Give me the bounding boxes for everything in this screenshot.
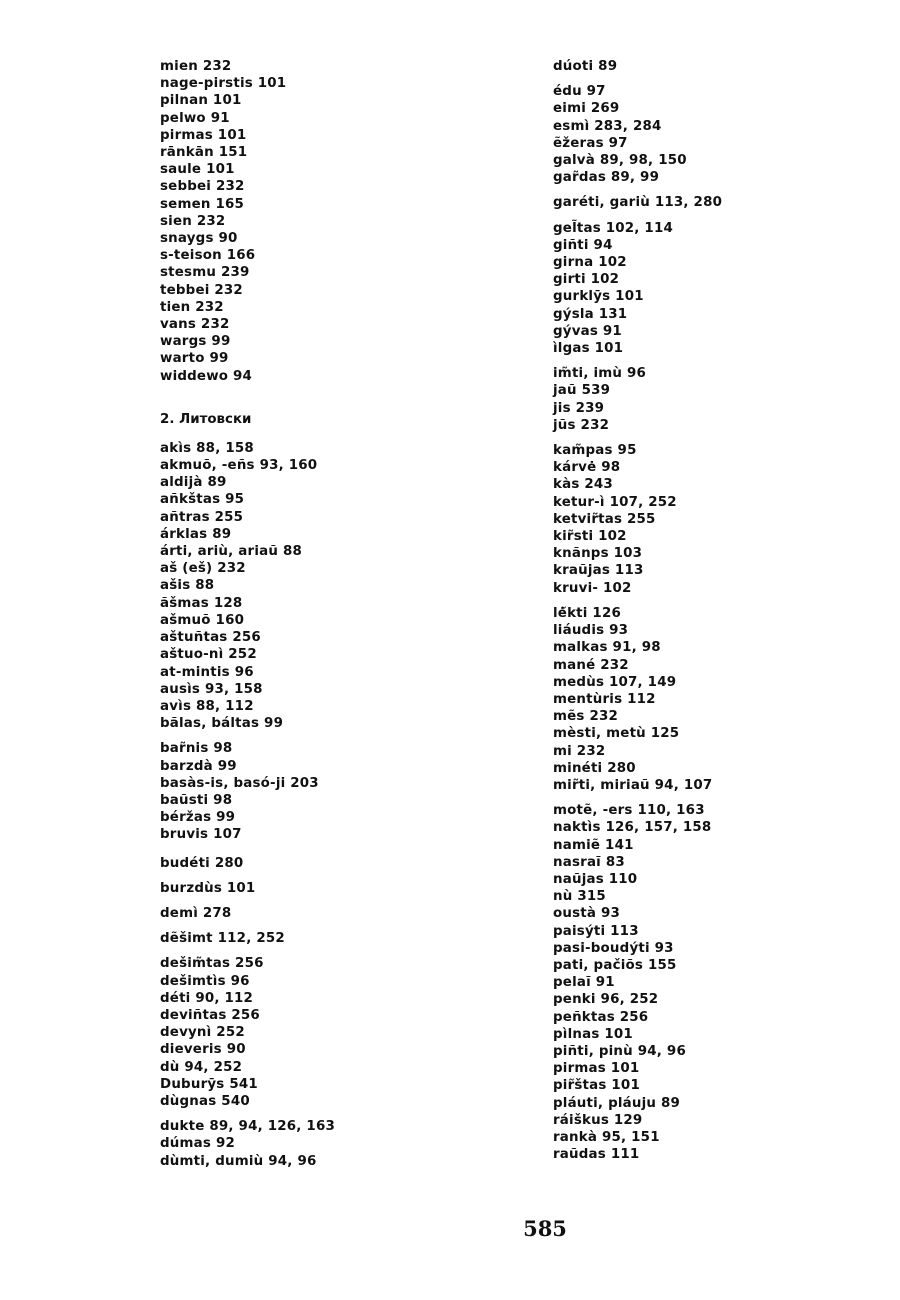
index-entry: ráiškus 129 (553, 1112, 643, 1128)
index-entry: aštuo-nì 252 (160, 647, 257, 663)
index-entry: nasraĩ 83 (553, 854, 625, 870)
index-entry: aldijà 89 (160, 475, 227, 491)
index-entry: dúoti 89 (553, 59, 618, 74)
index-entry: deviñtas 256 (160, 1007, 260, 1023)
index-entry: malkas 91, 98 (553, 640, 661, 656)
index-entry: mentùris 112 (553, 691, 656, 707)
index-entry: oustà 93 (553, 906, 621, 922)
index-entry: pirmas 101 (160, 127, 247, 143)
index-entry: giñti 94 (553, 237, 613, 253)
index-entry: béržas 99 (160, 810, 236, 826)
index-entry: kir̃sti 102 (553, 529, 627, 545)
index-entry: raũdas 111 (553, 1147, 640, 1163)
index-entry: girna 102 (553, 255, 627, 271)
index-entry: snaygs 90 (160, 231, 238, 247)
index-entry: tebbei 232 (160, 282, 243, 298)
index-entry: saule 101 (160, 162, 235, 178)
index-entry: ašis 88 (160, 578, 215, 594)
index-entry: mẽs 232 (553, 709, 619, 725)
index-entry: ašmuõ 160 (160, 612, 245, 628)
index-entry: s-teison 166 (160, 248, 256, 264)
index-entry: namiẽ 141 (553, 837, 634, 853)
index-entry: stesmu 239 (160, 265, 250, 281)
index-entry: dešim̃tas 256 (160, 956, 264, 972)
index-entry: mir̃ti, miriaũ 94, 107 (553, 777, 713, 793)
index-entry: at-mintis 96 (160, 664, 254, 680)
index-entry: im̃ti, imù 96 (553, 366, 647, 382)
index-entry: pláuti, pláuju 89 (553, 1095, 681, 1111)
index-entry: lė̃kti 126 (553, 605, 621, 621)
index-entry: mèsti, metù 125 (553, 726, 680, 742)
index-entry: gurklȳs 101 (553, 289, 644, 305)
index-entry: budéti 280 (160, 855, 244, 871)
index-entry: eimi 269 (553, 101, 620, 117)
index-entry: demì 278 (160, 905, 232, 921)
index-entry: widdewo 94 (160, 368, 253, 384)
index-entry: galvà 89, 98, 150 (553, 153, 687, 169)
index-entry: dieveris 90 (160, 1042, 246, 1058)
index-entry: baũsti 98 (160, 792, 233, 808)
index-entry: barzdà 99 (160, 758, 237, 774)
index-entry: aš (eš) 232 (160, 561, 246, 577)
index-entry: dukte 89, 94, 126, 163 (160, 1119, 335, 1135)
index-entry: esmì 283, 284 (553, 118, 662, 134)
index-entry: ìlgas 101 (553, 341, 624, 357)
index-entry: liáudis 93 (553, 623, 629, 639)
lithuanian-index-list (160, 440, 500, 1170)
right-column (553, 58, 873, 1163)
index-entry: mien 232 (160, 59, 232, 74)
index-entry: devynì 252 (160, 1025, 245, 1041)
index-entry: basàs-is, basó-ji 203 (160, 775, 319, 791)
index-entry: sien 232 (160, 213, 226, 229)
index-entry: rankà 95, 151 (553, 1129, 660, 1145)
index-entry: kam̃pas 95 (553, 443, 637, 459)
index-entry: ketur-ì 107, 252 (553, 494, 677, 510)
index-entry: árti, ariù, ariaũ 88 (160, 544, 302, 560)
index-entry: piñti, pinù 94, 96 (553, 1043, 686, 1059)
index-entry: pilnan 101 (160, 93, 242, 109)
index-entry: sebbei 232 (160, 179, 245, 195)
index-entry: warto 99 (160, 351, 229, 367)
index-entry: pìlnas 101 (553, 1026, 633, 1042)
index-entry: rānkān 151 (160, 145, 248, 161)
index-entry: ketvir̃tas 255 (553, 511, 656, 527)
index-entry: bruvis 107 (160, 827, 242, 843)
index-entry: pirmas 101 (553, 1061, 640, 1077)
index-entry: kraũjas 113 (553, 563, 644, 579)
index-entry: mi 232 (553, 743, 606, 759)
index-entry: motẽ, -ers 110, 163 (553, 803, 705, 819)
index-entry: édu 97 (553, 84, 606, 100)
index-entry: déti 90, 112 (160, 990, 254, 1006)
index-entry: pelwo 91 (160, 110, 230, 126)
index-entry: dùmti, dumiù 94, 96 (160, 1153, 317, 1169)
index-entry: jis 239 (553, 400, 605, 416)
index-entry: árklas 89 (160, 526, 232, 542)
index-entry: naktìs 126, 157, 158 (553, 820, 712, 836)
index-entry: gar̃das 89, 99 (553, 170, 660, 186)
index-entry: naũjas 110 (553, 871, 638, 887)
index-entry: jũs 232 (553, 417, 610, 433)
index-entry: semen 165 (160, 196, 245, 212)
index-entry: nù 315 (553, 889, 606, 905)
index-entry: kàs 243 (553, 477, 613, 493)
index-entry: añtras 255 (160, 509, 244, 525)
index-entry: dẽšimt 112, 252 (160, 931, 285, 947)
index-entry: pelaĩ 91 (553, 975, 615, 991)
index-entry: medùs 107, 149 (553, 674, 677, 690)
index-entry: girti 102 (553, 272, 620, 288)
prussian-index-list (160, 58, 500, 385)
index-entry: aštuñtas 256 (160, 630, 261, 646)
index-entry: dešimtìs 96 (160, 973, 250, 989)
index-entry: avìs 88, 112 (160, 698, 254, 714)
index-entry: gýsla 131 (553, 306, 628, 322)
index-entry: mané 232 (553, 657, 629, 673)
index-entry: knãnps 103 (553, 546, 643, 562)
section-heading-lithuanian: 2. Литовски (160, 411, 252, 427)
index-entry: pati, pačiõs 155 (553, 957, 677, 973)
index-entry: bãlas, báltas 99 (160, 716, 284, 732)
index-entry: garéti, gariù 113, 280 (553, 195, 723, 211)
index-entry: pasi-boudýti 93 (553, 940, 674, 956)
index-entry: burzdùs 101 (160, 880, 256, 896)
index-entry: pir̃štas 101 (553, 1078, 640, 1094)
index-entry: dúmas 92 (160, 1136, 235, 1152)
index-entry: kárvė 98 (553, 460, 621, 476)
index-entry: añkštas 95 (160, 492, 245, 508)
index-entry: gel̃tas 102, 114 (553, 220, 673, 236)
index-entry: jaũ 539 (553, 383, 611, 399)
index-entry: akmuõ, -eñs 93, 160 (160, 458, 318, 474)
left-column (160, 58, 500, 1170)
index-entry: tien 232 (160, 299, 224, 315)
index-entry: vans 232 (160, 317, 230, 333)
index-entry: minéti 280 (553, 760, 636, 776)
index-entry: bar̃nis 98 (160, 741, 233, 757)
index-entry: dùgnas 540 (160, 1093, 250, 1109)
index-entry: ausìs 93, 158 (160, 681, 263, 697)
page-number: 585 (523, 1216, 567, 1241)
index-entry: penki 96, 252 (553, 992, 659, 1008)
index-entry: gývas 91 (553, 323, 622, 339)
index-entry: kruvi- 102 (553, 580, 632, 596)
index-entry: akìs 88, 158 (160, 440, 254, 456)
index-entry: paisýti 113 (553, 923, 639, 939)
index-entry: ãšmas 128 (160, 595, 243, 611)
index-entry: dù 94, 252 (160, 1059, 243, 1075)
index-entry: ẽžeras 97 (553, 135, 628, 151)
index-entry: Duburȳs 541 (160, 1076, 258, 1092)
lithuanian-index-list-continued (553, 58, 873, 1163)
index-entry: nage-pirstis 101 (160, 76, 287, 92)
index-entry: peñktas 256 (553, 1009, 649, 1025)
index-entry: wargs 99 (160, 334, 231, 350)
